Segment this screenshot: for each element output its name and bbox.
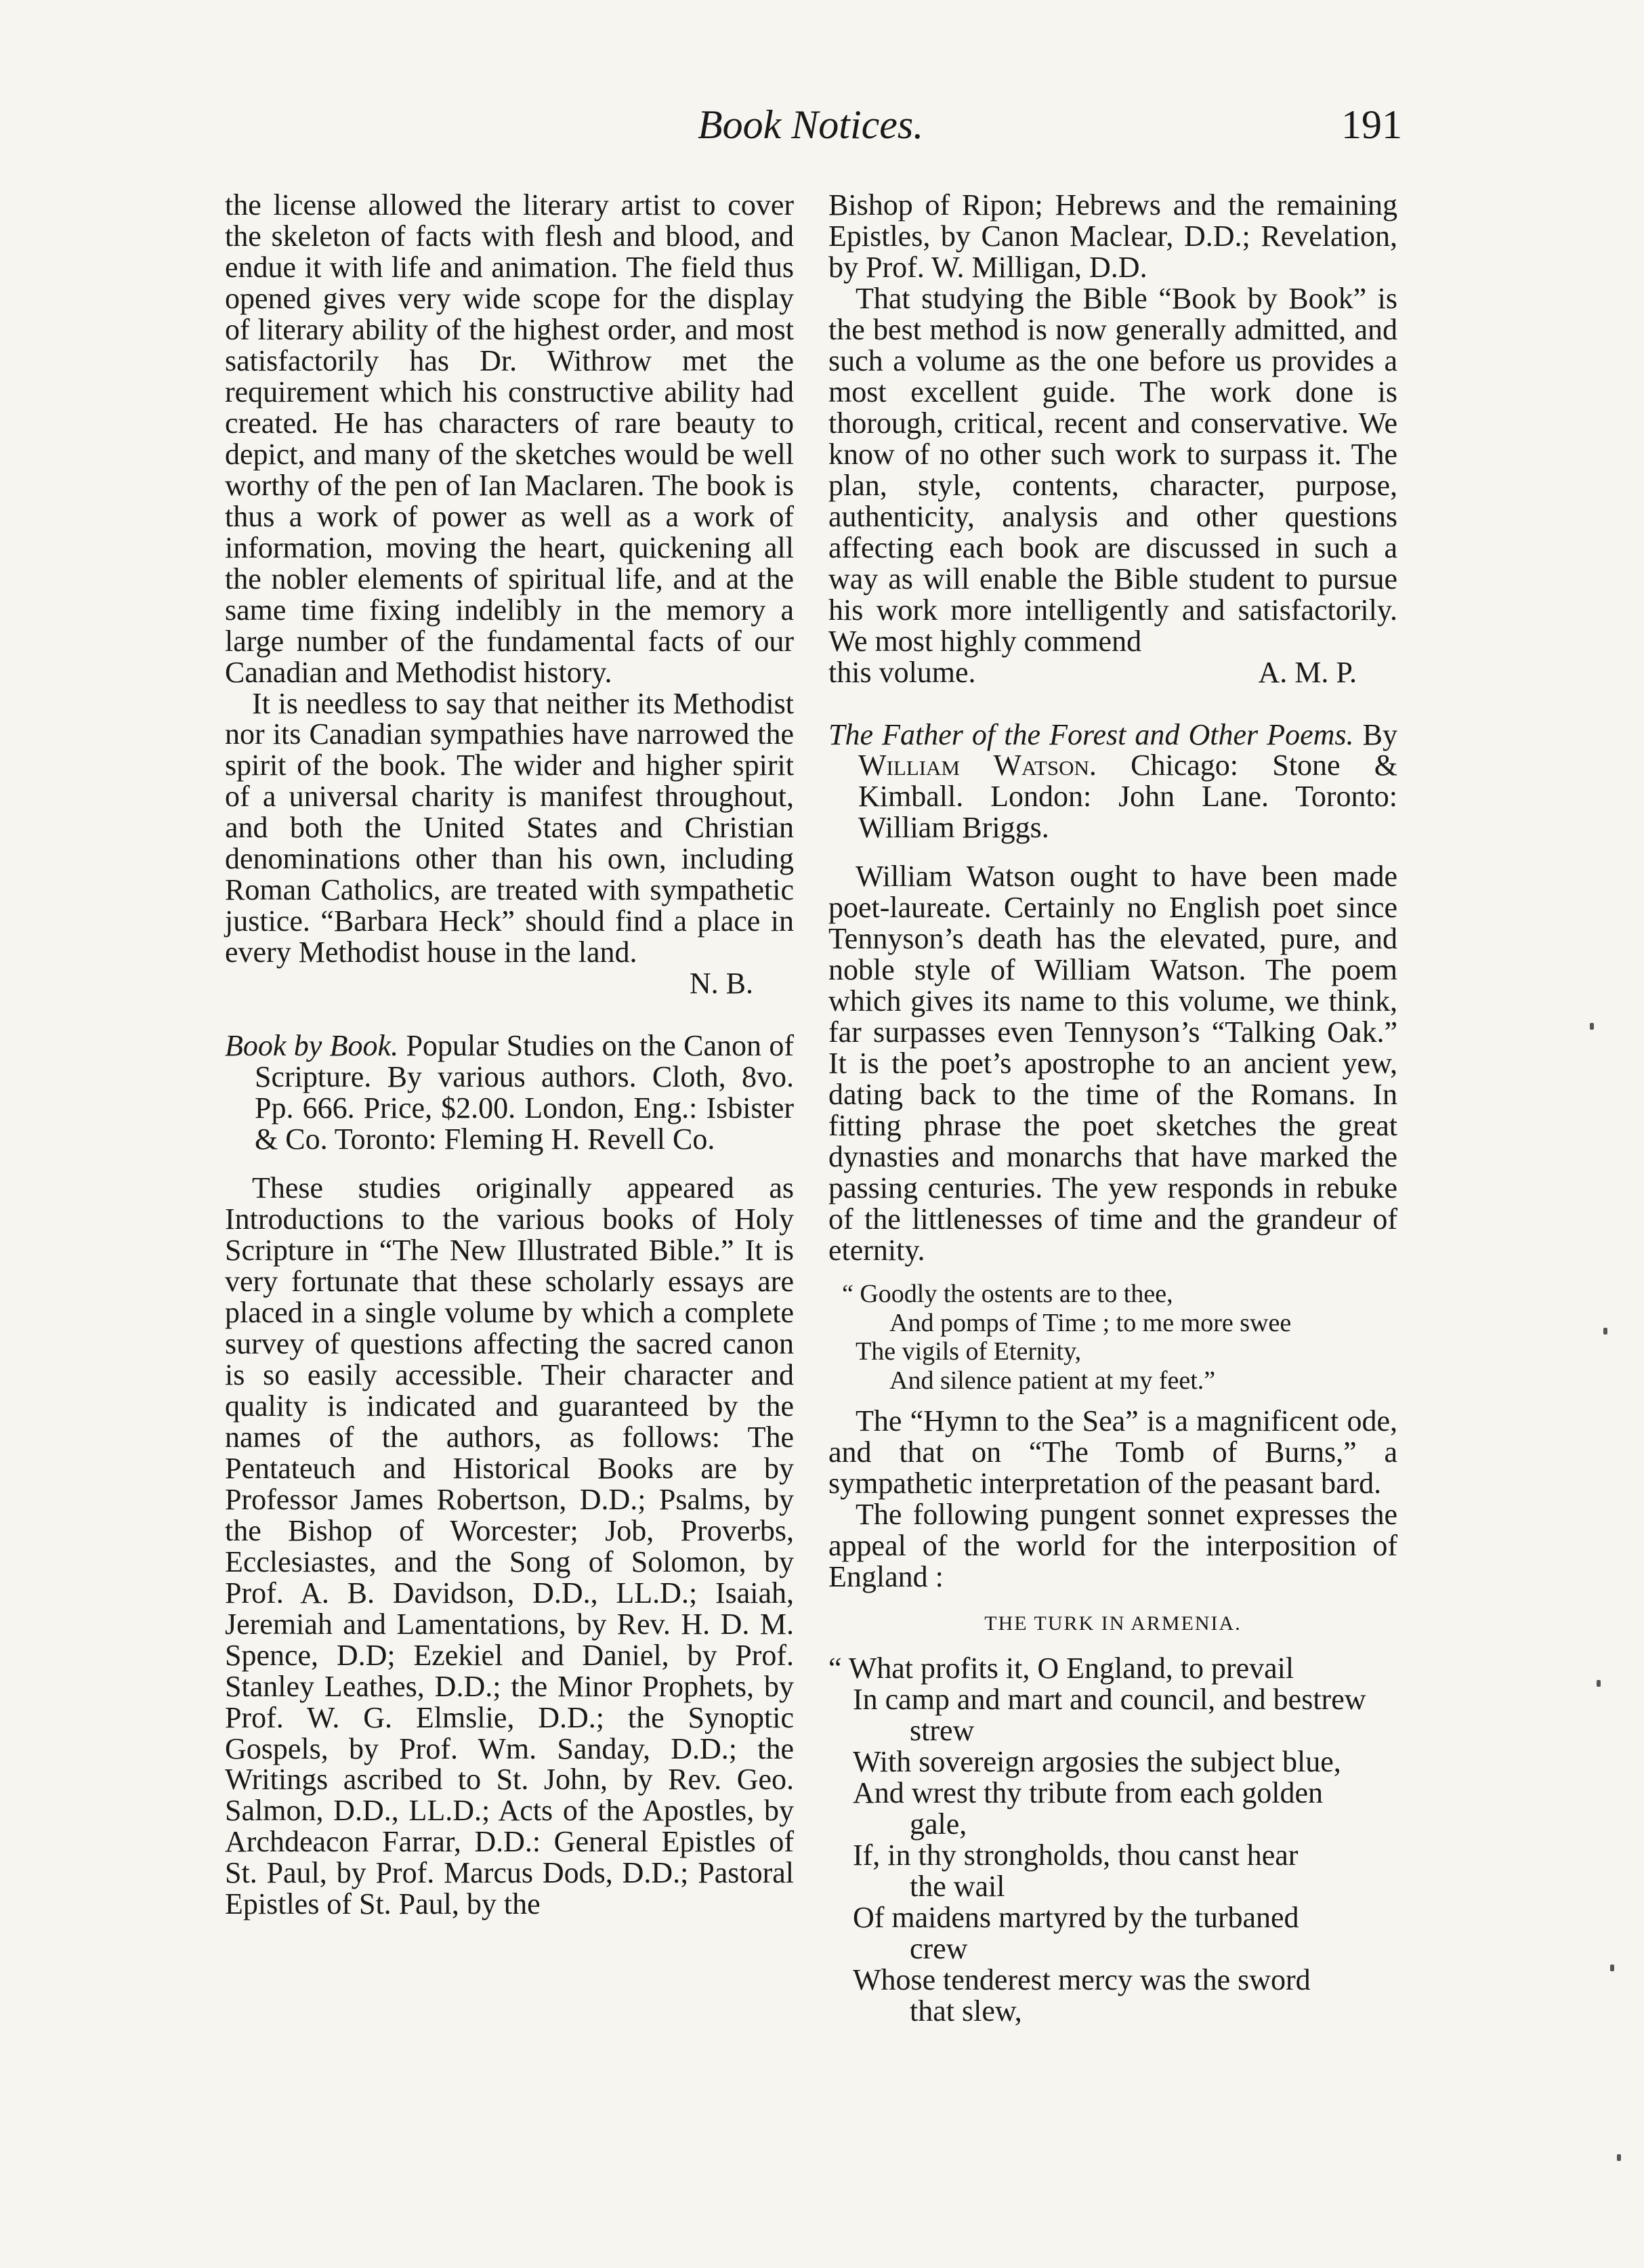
poem-excerpt [828, 1280, 1397, 1395]
sonnet-line: Of maidens martyred by the turbaned [853, 1901, 1299, 1935]
review-by: By [1362, 717, 1398, 751]
right-para-1: Bishop of Ripon; Hebrews and the remaining Epistles, by Canon Maclear, D.D.; Revelation, by Prof. W. Milligan, D.D. [828, 188, 1397, 284]
sonnet [828, 1653, 1397, 2027]
sonnet-line-cont: crew [910, 1932, 968, 1966]
sonnet-line-cont: strew [910, 1714, 975, 1748]
margin-speck [1617, 2154, 1621, 2161]
right-para-4: The “Hymn to the Sea” is a magnificent ode, and that on “The Tomb of Burns,” a sympathetic interpretation of the peasant bard. [828, 1404, 1397, 1500]
margin-specks [1563, 0, 1644, 2268]
sonnet-line: With sovereign argosies the subject blue, [853, 1745, 1341, 1779]
sonnet-line: If, in thy strongholds, thou canst hear [853, 1839, 1299, 1872]
left-para-3: These studies originally appeared as Introductions to the various books of Holy Scripture in “The New Illustrated Bible.” It is very fortunate that these scholarly essays are placed in a single volume by which a complete survey of questions affecting the sacred canon is so easily accessible. Their character and quality is indicated and guaranteed by the names of the authors, as follows: The Pentateuch and Historical Books are by Professor James Robertson, D.D.; Psalms, by the Bishop of Worcester; Job, Proverbs, Ecclesiastes, and the Song of Solomon, by Prof. A. B. Davidson, D.D., LL.D.; Isaiah, Jeremiah and Lamentations, by Rev. H. D. M. Spence, D.D; Ezekiel and Daniel, by Prof. Stanley Leathes, D.D.; the Minor Prophets, by Prof. W. G. Elmslie, D.D.; the Synoptic Gospels, by Prof. Wm. Sanday, D.D.; the Writings ascribed to St. John, by Rev. Geo. Salmon, D.D., LL.D.; Acts of the Apostles, by Archdeacon Farrar, D.D.: General Epistles of St. Paul, by Prof. Marcus Dods, D.D.; Pastoral Epistles of St. Paul, by the [225, 1171, 794, 1921]
right-para-3: William Watson ought to have been made poet-laureate. Certainly no English poet since Tennyson’s death has the elevated, pure, and noble style of William Watson. The poem which gives its name to this volume, we think, far surpasses even Tennyson’s “Talking Oak.” It is the poet’s apostrophe to an ancient yew, dating back to the time of the Romans. In fitting phrase the poet sketches the great dynasties and monarchs that have marked the passing centuries. The yew responds in rebuke of the littlenesses of time and the grandeur of eternity. [828, 860, 1397, 1267]
running-title: Book Notices. [698, 102, 924, 147]
poem-line: And pomps of Time ; to me more swee [889, 1308, 1292, 1337]
sonnet-line: Whose tenderest mercy was the sword [853, 1963, 1311, 1996]
margin-speck [1610, 1965, 1614, 1971]
review-details: Chicago: Stone & Kimball. London: John Lane. Toronto: William Briggs. [858, 749, 1397, 845]
closing-text: this volume. [828, 655, 976, 689]
margin-speck [1597, 1680, 1601, 1687]
review-title: Book by Book. [225, 1029, 399, 1063]
review-details: Popular Studies on the Canon of Scripture. By various authors. Cloth, 8vo. Pp. 666. Price, $2.00. London, Eng.: Isbister & Co. Toronto: Fleming H. Revell Co. [255, 1029, 795, 1156]
sonnet-line: “ What profits it, O England, to prevail [828, 1652, 1294, 1685]
sonnet-line-cont: gale, [910, 1807, 967, 1841]
poem-line: “ Goodly the ostents are to thee, [842, 1279, 1173, 1308]
poem-heading: THE TURK IN ARMENIA. [984, 1612, 1242, 1635]
reviewer-signature: N. B. [689, 967, 753, 1001]
right-para-5: The following pungent sonnet expresses the appeal of the world for the interposition of England : [828, 1498, 1397, 1593]
left-para-1: the license allowed the literary artist to cover the skeleton of facts with flesh and blood, and endue it with life and animation. The field thus opened gives very wide scope for the display of literary ability of the highest order, and most satisfactorily has Dr. Withrow met the requirement which his constructive ability had created. He has characters of rare beauty to depict, and many of the sketches would be well worthy of the pen of Ian Maclaren. The book is thus a work of power as well as a work of information, moving the heart, quickening all the nobler elements of spiritual life, and at the same time fixing indelibly in the memory a large number of the fundamental facts of our Canadian and Methodist history. [225, 188, 794, 689]
right-signature-line [828, 657, 1397, 688]
sonnet-line: In camp and mart and council, and bestrew [853, 1683, 1366, 1717]
right-column [828, 190, 1397, 2027]
poem-line: And silence patient at my feet.” [889, 1366, 1216, 1395]
review-author: William Watson. [858, 749, 1097, 782]
left-para-2: It is needless to say that neither its Methodist nor its Canadian sympathies have narrowed the spirit of the book. The wider and higher spirit of a universal charity is manifest throughout, and both the United States and Christian denominations other than his own, including Roman Catholics, are treated with sympathetic justice. “Barbara Heck” should find a place in every Methodist house in the land. [225, 686, 794, 969]
reviewer-signature: A. M. P. [1258, 655, 1357, 689]
sonnet-line: And wrest thy tribute from each golden [853, 1776, 1324, 1810]
page-number: 191 [1341, 102, 1402, 147]
margin-speck [1603, 1328, 1607, 1335]
left-column [225, 190, 794, 1920]
review-heading-father-of-forest [828, 719, 1397, 844]
review-heading-book-by-book [225, 1030, 794, 1155]
left-signature-line [225, 968, 794, 999]
margin-speck [1590, 1023, 1594, 1030]
sonnet-line-cont: that slew, [910, 1994, 1022, 2028]
right-para-2: That studying the Bible “Book by Book” is the best method is now generally admitted, and such a volume as the one before us provides a most excellent guide. The work done is thorough, critical, recent and conservative. We know of no other such work to surpass it. The plan, style, contents, character, purpose, authenticity, analysis and other questions affecting each book are discussed in such a way as will enable the Bible student to pursue his work more intelligently and satisfactorily. We most highly commend [828, 281, 1397, 658]
review-title: The Father of the Forest and Other Poems. [828, 717, 1354, 751]
sonnet-line-cont: the wail [910, 1870, 1005, 1904]
page-header [698, 102, 1402, 156]
poem-line: The vigils of Eternity, [856, 1337, 1082, 1366]
